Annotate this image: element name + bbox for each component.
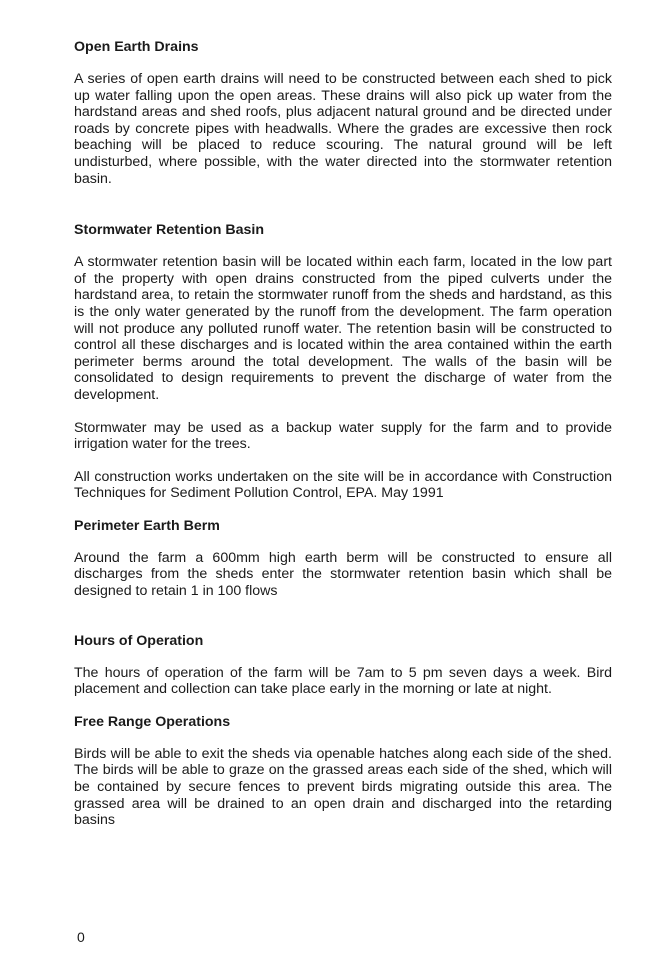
section-paragraph: A stormwater retention basin will be located within each farm, located in the low part of the property with open drains constructed from the piped culverts under the hardstand area, to retain the stormwater runoff from the sheds and hardstand, as this is the only water generated by the runoff from the development. The farm operation will not produce any polluted runoff water. The retention basin will be constructed to control all these discharges and is located within the area contained within the earth perimeter berms around the total development. The walls of the basin will be consolidated to design requirements to prevent the discharge of water from the development. bbox=[74, 254, 612, 403]
section-paragraph: Stormwater may be used as a backup water supply for the farm and to provide irrigation water for the trees. bbox=[74, 419, 612, 453]
section-stormwater-retention-basin bbox=[74, 220, 612, 502]
section-paragraph: The hours of operation of the farm will be 7am to 5 pm seven days a week. Bird placement and collection can take place early in the morning or late at night. bbox=[74, 664, 612, 698]
section-free-range-operations bbox=[74, 712, 612, 829]
section-paragraph: All construction works undertaken on the site will be in accordance with Construction Techniques for Sediment Pollution Control, EPA. May 1991 bbox=[74, 468, 612, 502]
section-heading: Open Earth Drains bbox=[74, 39, 199, 55]
section-heading: Stormwater Retention Basin bbox=[74, 222, 264, 239]
section-heading: Hours of Operation bbox=[74, 632, 204, 649]
section-heading: Free Range Operations bbox=[74, 713, 231, 730]
section-paragraph: A series of open earth drains will need to be constructed between each shed to pick up water falling upon the open areas. These drains will also pick up water from the hardstand areas and shed roofs, plus adjacent natural ground and be directed under roads by concrete pipes with headwalls. Where the grades are excessive then rock beaching will be placed to reduce scouring. The natural ground will be left undisturbed, where possible, with the water directed into the stormwater retention basin. bbox=[74, 71, 612, 187]
section-paragraph: Around the farm a 600mm high earth berm will be constructed to ensure all discharges from the sheds enter the stormwater retention basin which shall be designed to retain 1 in 100 flows bbox=[74, 549, 612, 600]
section-hours-of-operation bbox=[74, 631, 612, 698]
section-perimeter-earth-berm bbox=[74, 516, 612, 600]
document-page bbox=[74, 37, 612, 829]
section-heading: Perimeter Earth Berm bbox=[74, 517, 220, 534]
page-number: 0 bbox=[77, 929, 85, 945]
section-paragraph: Birds will be able to exit the sheds via openable hatches along each side of the shed. The birds will be able to graze on the grassed areas each side of the shed, which will be contained by secure fences to prevent birds migrating outside this area. The grassed area will be drained to an open drain and discharged into the retarding basins bbox=[74, 745, 612, 829]
section-open-earth-drains bbox=[74, 37, 612, 187]
